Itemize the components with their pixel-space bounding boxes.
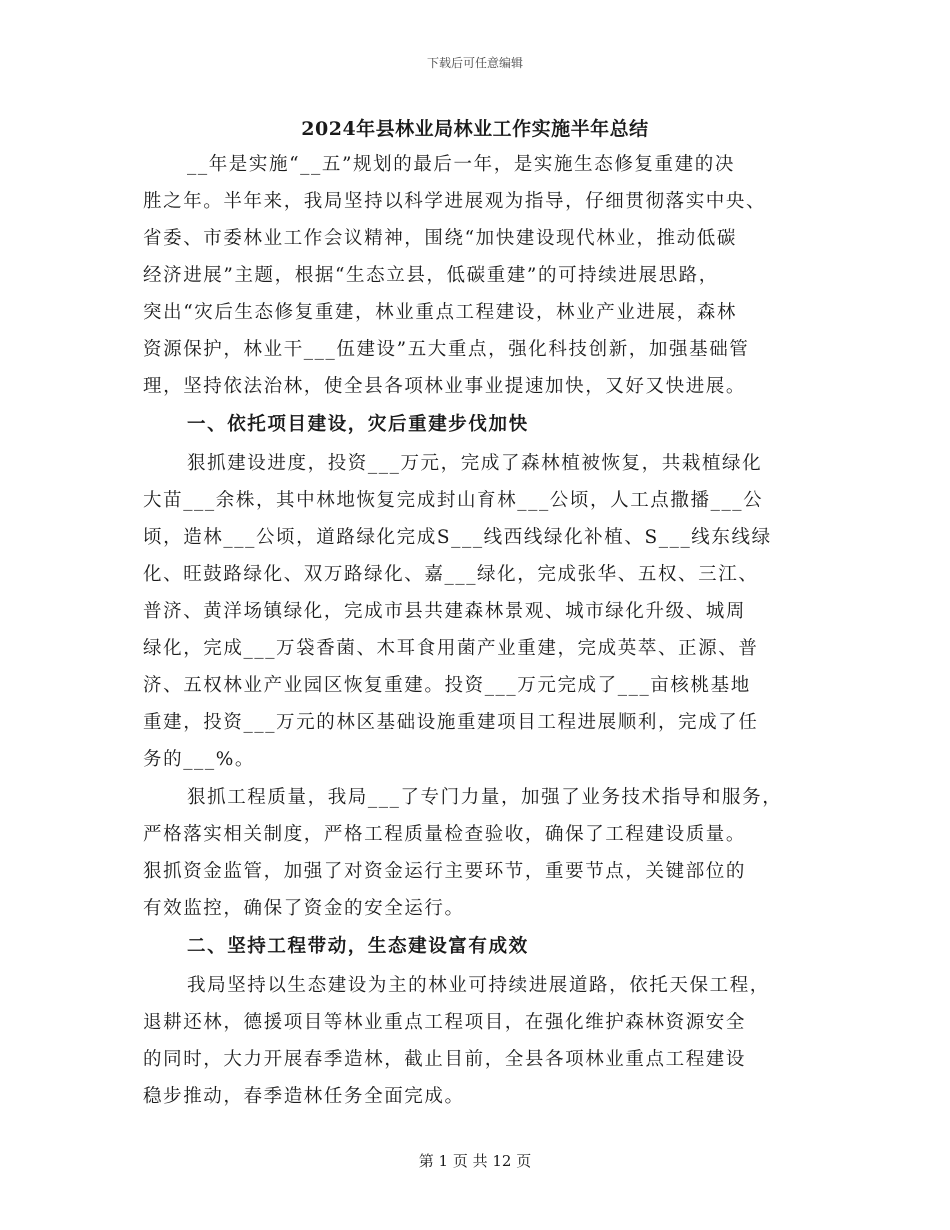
body-line: 稳步推动，春季造林任务全面完成。 <box>143 1086 465 1107</box>
body-line: 狠抓工程质量，我局___了专门力量，加强了业务技术指导和服务， <box>187 787 783 808</box>
body-line: 退耕还林，德援项目等林业重点工程项目，在强化维护森林资源安全 <box>143 1012 747 1033</box>
intro-line: 资源保护，林业干___伍建设”五大重点，强化科技创新，加强基础管 <box>143 339 750 360</box>
body-line: 普济、黄洋场镇绿化，完成市县共建森林景观、城市绿化升级、城周 <box>143 601 747 622</box>
body-line: 有效监控，确保了资金的安全运行。 <box>143 898 465 919</box>
body-line: 化、旺鼓路绿化、双万路绿化、嘉___绿化，完成张华、五权、三江、 <box>143 564 759 585</box>
body-line: 我局坚持以生态建设为主的林业可持续进展道路，依托天保工程， <box>187 975 770 996</box>
section-heading-2: 二、坚持工程带动，生态建设富有成效 <box>187 936 529 957</box>
body-line: 务的___%。 <box>143 749 256 770</box>
body-line: 重建，投资___万元的林区基础设施重建项目工程进展顺利，完成了任 <box>143 712 759 733</box>
body-line: 的同时，大力开展春季造林，截止目前，全县各项林业重点工程建设 <box>143 1049 747 1070</box>
intro-line: __年是实施“__五”规划的最后一年，是实施生态修复重建的决 <box>187 154 735 175</box>
page-header-note: 下载后可任意编辑 <box>426 56 523 70</box>
intro-line: 突出“灾后生态修复重建，林业重点工程建设，林业产业进展，森林 <box>143 302 737 323</box>
section-heading-1: 一、依托项目建设，灾后重建步伐加快 <box>187 414 529 435</box>
document-title: 2024年县林业局林业工作实施半年总结 <box>301 118 649 140</box>
intro-line: 理，坚持依法治林，使全县各项林业事业提速加快，又好又快进展。 <box>143 376 747 397</box>
intro-line: 经济进展”主题，根据“生态立县，低碳重建”的可持续进展思路， <box>143 265 719 286</box>
body-line: 严格落实相关制度，严格工程质量检查验收，确保了工程建设质量。 <box>143 824 747 845</box>
body-line: 顷，造林___公顷，道路绿化完成S___线西线绿化补植、S___线东线绿 <box>143 527 772 548</box>
page-number: 第 1 页 共 12 页 <box>418 1152 532 1170</box>
body-line: 狠抓建设进度，投资___万元，完成了森林植被恢复，共栽植绿化 <box>187 453 763 474</box>
intro-line: 胜之年。半年来，我局坚持以科学进展观为指导，仔细贯彻落实中央、 <box>143 191 767 212</box>
body-line: 绿化，完成___万袋香菌、木耳食用菌产业重建，完成英萃、正源、普 <box>143 638 759 659</box>
body-line: 大苗___余株，其中林地恢复完成封山育林___公顷，人工点撒播___公 <box>143 490 764 511</box>
body-line: 济、五权林业产业园区恢复重建。投资___万元完成了___亩核桃基地 <box>143 675 751 696</box>
body-line: 狠抓资金监管，加强了对资金运行主要环节，重要节点，关键部位的 <box>143 861 747 882</box>
intro-line: 省委、市委林业工作会议精神，围绕“加快建设现代林业，推动低碳 <box>143 228 737 249</box>
